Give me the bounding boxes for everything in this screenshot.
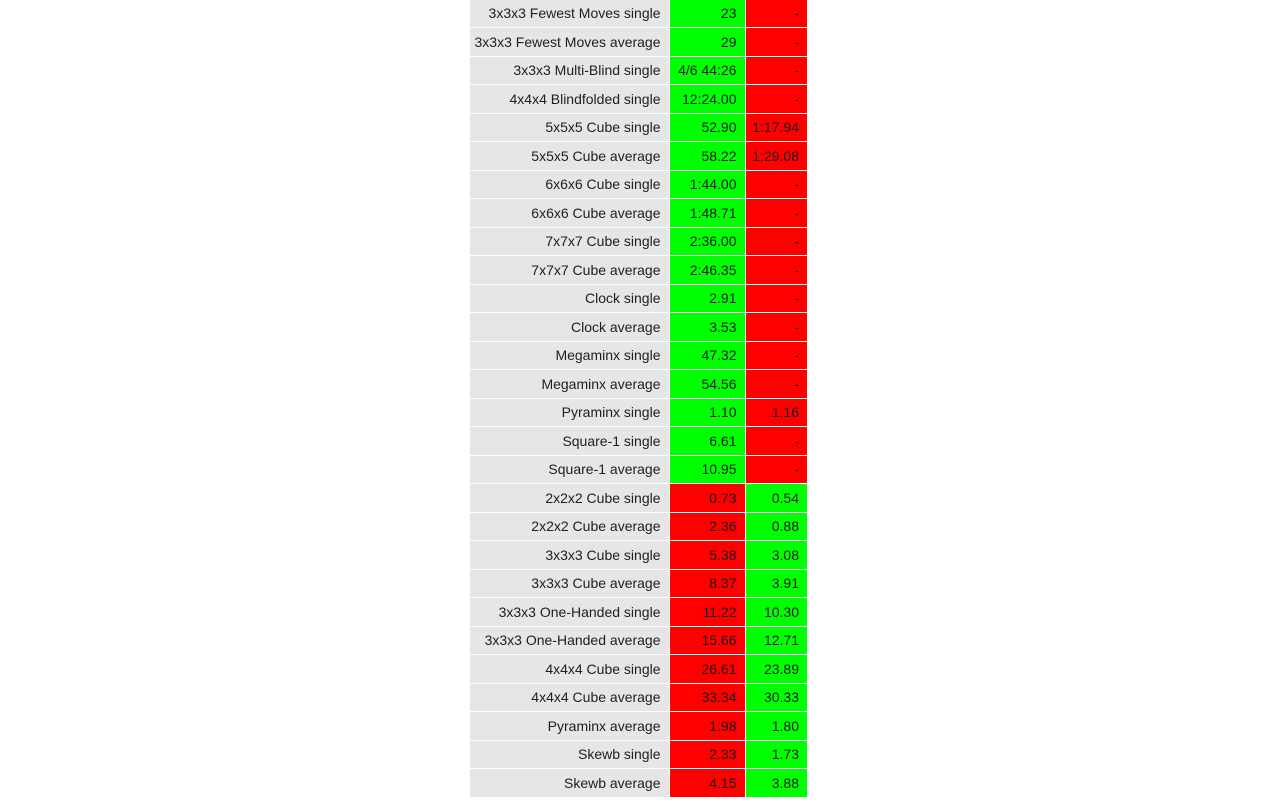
- table-row: [470, 28, 807, 57]
- records-comparison-table: [470, 0, 807, 798]
- person-a-result-cell: 2:36.00: [669, 227, 745, 256]
- person-a-result-cell: 5.38: [669, 541, 745, 570]
- person-a-result-cell: 12:24.00: [669, 85, 745, 114]
- table-row: [470, 341, 807, 370]
- table-row: [470, 512, 807, 541]
- table-row: [470, 683, 807, 712]
- table-row: [470, 655, 807, 684]
- event-name-cell: 4x4x4 Cube single: [470, 655, 669, 684]
- person-a-result-cell: 6.61: [669, 427, 745, 456]
- table-row: [470, 598, 807, 627]
- table-row: [470, 455, 807, 484]
- table-row: [470, 284, 807, 313]
- table-row: [470, 113, 807, 142]
- person-b-result-cell: 1.73: [745, 740, 807, 769]
- table-row: [470, 740, 807, 769]
- person-a-result-cell: 1.98: [669, 712, 745, 741]
- event-name-cell: Square-1 average: [470, 455, 669, 484]
- event-name-cell: 2x2x2 Cube single: [470, 484, 669, 513]
- person-a-result-cell: 11.22: [669, 598, 745, 627]
- person-a-result-cell: 0.73: [669, 484, 745, 513]
- table-body: [470, 0, 807, 797]
- event-name-cell: 5x5x5 Cube single: [470, 113, 669, 142]
- person-b-result-cell: -: [745, 85, 807, 114]
- event-name-cell: 3x3x3 Multi-Blind single: [470, 56, 669, 85]
- person-a-result-cell: 33.34: [669, 683, 745, 712]
- person-b-result-cell: -: [745, 256, 807, 285]
- person-a-result-cell: 1:44.00: [669, 170, 745, 199]
- person-a-result-cell: 54.56: [669, 370, 745, 399]
- table-row: [470, 427, 807, 456]
- person-b-result-cell: -: [745, 199, 807, 228]
- person-a-result-cell: 8.37: [669, 569, 745, 598]
- event-name-cell: 5x5x5 Cube average: [470, 142, 669, 171]
- person-a-result-cell: 10.95: [669, 455, 745, 484]
- person-a-result-cell: 47.32: [669, 341, 745, 370]
- person-b-result-cell: 12.71: [745, 626, 807, 655]
- person-a-result-cell: 2.91: [669, 284, 745, 313]
- person-b-result-cell: -: [745, 370, 807, 399]
- event-name-cell: Skewb average: [470, 769, 669, 798]
- person-b-result-cell: 3.91: [745, 569, 807, 598]
- person-b-result-cell: 1.80: [745, 712, 807, 741]
- person-b-result-cell: 30.33: [745, 683, 807, 712]
- person-b-result-cell: -: [745, 0, 807, 28]
- event-name-cell: Pyraminx average: [470, 712, 669, 741]
- person-b-result-cell: -: [745, 170, 807, 199]
- event-name-cell: 3x3x3 Fewest Moves average: [470, 28, 669, 57]
- event-name-cell: 4x4x4 Blindfolded single: [470, 85, 669, 114]
- table-row: [470, 170, 807, 199]
- event-name-cell: 6x6x6 Cube average: [470, 199, 669, 228]
- person-b-result-cell: 0.88: [745, 512, 807, 541]
- person-b-result-cell: -: [745, 341, 807, 370]
- person-b-result-cell: -: [745, 227, 807, 256]
- table-row: [470, 769, 807, 798]
- person-b-result-cell: 1.16: [745, 398, 807, 427]
- person-a-result-cell: 15.66: [669, 626, 745, 655]
- person-b-result-cell: 10.30: [745, 598, 807, 627]
- event-name-cell: 3x3x3 One-Handed average: [470, 626, 669, 655]
- person-b-result-cell: -: [745, 313, 807, 342]
- table-row: [470, 56, 807, 85]
- table-row: [470, 199, 807, 228]
- event-name-cell: 3x3x3 One-Handed single: [470, 598, 669, 627]
- table-row: [470, 370, 807, 399]
- table-row: [470, 712, 807, 741]
- person-b-result-cell: 1:17.94: [745, 113, 807, 142]
- event-name-cell: Pyraminx single: [470, 398, 669, 427]
- comparison-table-container: [470, 0, 807, 798]
- table-row: [470, 256, 807, 285]
- person-a-result-cell: 1.10: [669, 398, 745, 427]
- event-name-cell: Skewb single: [470, 740, 669, 769]
- person-a-result-cell: 52.90: [669, 113, 745, 142]
- person-b-result-cell: -: [745, 284, 807, 313]
- table-row: [470, 484, 807, 513]
- event-name-cell: 4x4x4 Cube average: [470, 683, 669, 712]
- table-row: [470, 227, 807, 256]
- table-row: [470, 0, 807, 28]
- table-row: [470, 569, 807, 598]
- event-name-cell: 3x3x3 Cube single: [470, 541, 669, 570]
- person-b-result-cell: 3.88: [745, 769, 807, 798]
- event-name-cell: 3x3x3 Cube average: [470, 569, 669, 598]
- person-b-result-cell: -: [745, 427, 807, 456]
- person-b-result-cell: -: [745, 28, 807, 57]
- person-a-result-cell: 2.36: [669, 512, 745, 541]
- event-name-cell: Clock single: [470, 284, 669, 313]
- table-row: [470, 142, 807, 171]
- table-row: [470, 313, 807, 342]
- event-name-cell: Megaminx average: [470, 370, 669, 399]
- person-b-result-cell: 1:29.08: [745, 142, 807, 171]
- person-a-result-cell: 2:46.35: [669, 256, 745, 285]
- table-row: [470, 398, 807, 427]
- person-a-result-cell: 26.61: [669, 655, 745, 684]
- event-name-cell: Square-1 single: [470, 427, 669, 456]
- event-name-cell: 3x3x3 Fewest Moves single: [470, 0, 669, 28]
- person-a-result-cell: 23: [669, 0, 745, 28]
- person-b-result-cell: 3.08: [745, 541, 807, 570]
- person-b-result-cell: 23.89: [745, 655, 807, 684]
- person-b-result-cell: -: [745, 56, 807, 85]
- person-a-result-cell: 4/6 44:26: [669, 56, 745, 85]
- table-row: [470, 85, 807, 114]
- table-row: [470, 626, 807, 655]
- event-name-cell: Megaminx single: [470, 341, 669, 370]
- event-name-cell: 7x7x7 Cube average: [470, 256, 669, 285]
- event-name-cell: Clock average: [470, 313, 669, 342]
- person-b-result-cell: 0.54: [745, 484, 807, 513]
- event-name-cell: 2x2x2 Cube average: [470, 512, 669, 541]
- event-name-cell: 7x7x7 Cube single: [470, 227, 669, 256]
- table-row: [470, 541, 807, 570]
- person-a-result-cell: 29: [669, 28, 745, 57]
- person-a-result-cell: 4.15: [669, 769, 745, 798]
- person-a-result-cell: 3.53: [669, 313, 745, 342]
- event-name-cell: 6x6x6 Cube single: [470, 170, 669, 199]
- person-a-result-cell: 1:48.71: [669, 199, 745, 228]
- person-a-result-cell: 2.33: [669, 740, 745, 769]
- person-a-result-cell: 58.22: [669, 142, 745, 171]
- person-b-result-cell: -: [745, 455, 807, 484]
